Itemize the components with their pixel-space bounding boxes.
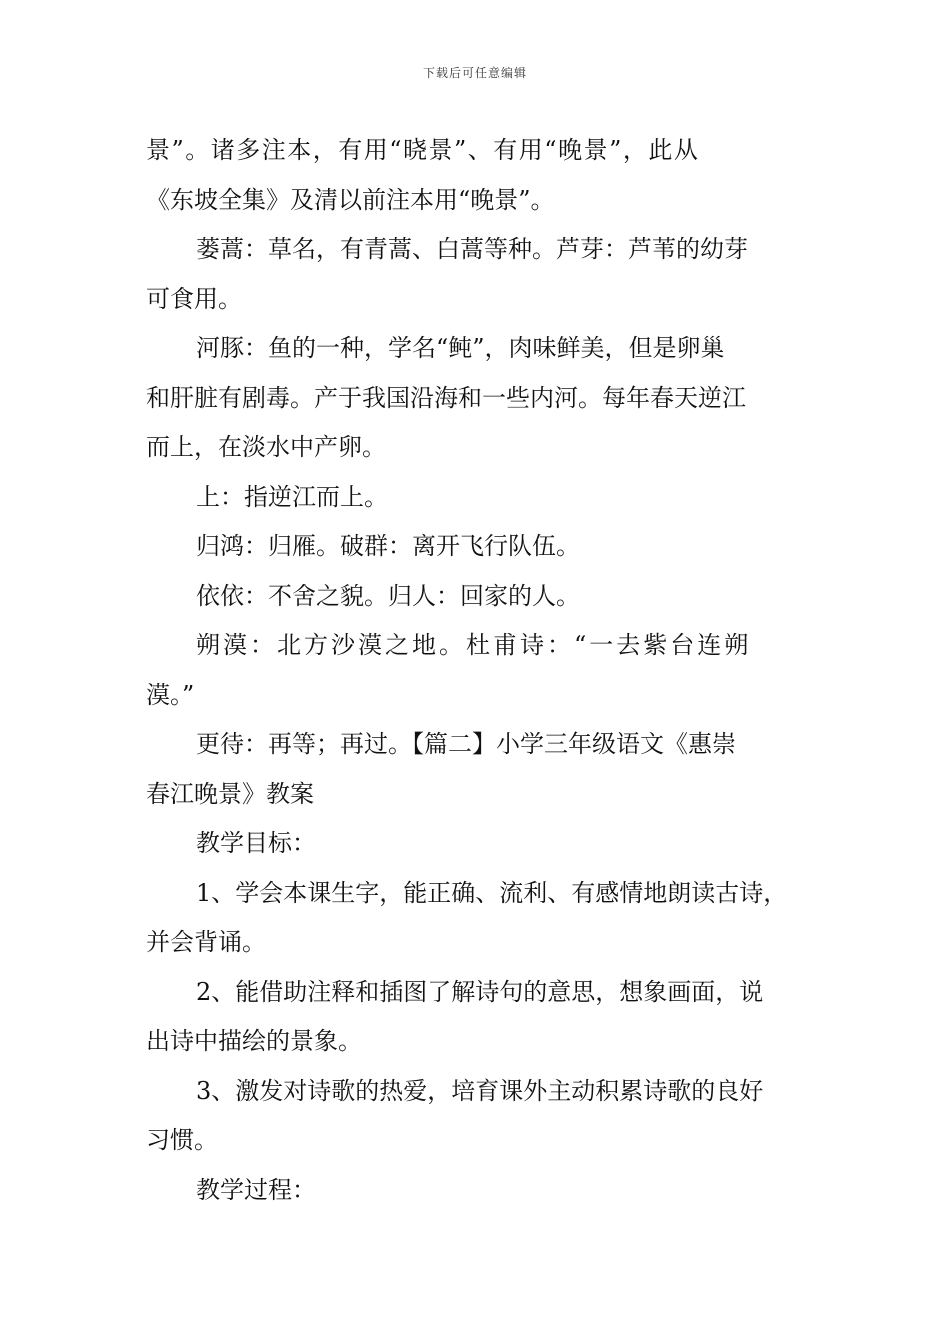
text-line: 春江晚景》教案	[146, 779, 314, 808]
text-line: 归鸿：归雁。破群：离开飞行队伍。	[196, 532, 580, 560]
text-line: 《东坡全集》及清以前注本用“晚景”。	[146, 185, 555, 214]
text-line: 和肝脏有剧毒。产于我国沿海和一些内河。每年春天逆江	[146, 383, 746, 412]
text-line: 3、激发对诗歌的热爱，培育课外主动积累诗歌的良好	[196, 1076, 764, 1105]
text-line: 而上，在淡水中产卵。	[146, 433, 386, 461]
text-line: 可食用。	[146, 284, 242, 313]
text-line: 河豚：鱼的一种，学名“鲀”，肉味鲜美，但是卵巢	[196, 334, 725, 362]
text-line: 教学目标：	[196, 829, 316, 857]
text-line: 景”。诸多注本，有用“晓景”、有用“晚景”，此从	[146, 136, 700, 164]
text-line: 依依：不舍之貌。归人：回家的人。	[196, 581, 580, 610]
document-body	[146, 126, 810, 1215]
text-line: 1、学会本课生字，能正确、流利、有感情地朗读古诗，	[196, 878, 788, 907]
text-line: 蒌蒿：草名，有青蒿、白蒿等种。芦芽：芦苇的幼芽	[196, 235, 748, 263]
text-line: 教学过程：	[196, 1175, 316, 1204]
text-line: 更待：再等；再过。【篇二】小学三年级语文《惠崇	[196, 730, 736, 758]
text-line: 朔漠：北方沙漠之地。杜甫诗：“一去紫台连朔	[196, 631, 752, 659]
text-line: 并会背诵。	[146, 928, 266, 956]
text-line: 漠。”	[146, 680, 195, 709]
text-line: 出诗中描绘的景象。	[146, 1027, 362, 1055]
text-line: 上：指逆江而上。	[196, 482, 388, 511]
text-line: 习惯。	[146, 1126, 218, 1154]
text-line: 2、能借助注释和插图了解诗句的意思，想象画面，说	[196, 977, 764, 1006]
page-header: 下载后可任意编辑	[422, 66, 527, 80]
